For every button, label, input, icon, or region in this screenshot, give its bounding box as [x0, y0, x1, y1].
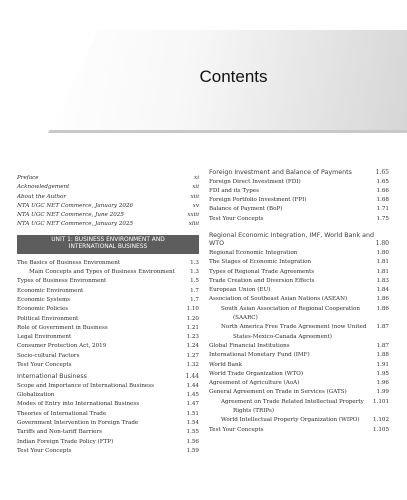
section-heading-international-business[interactable] [17, 373, 199, 382]
toc-entry[interactable] [209, 215, 389, 224]
toc-entry-page: xi [194, 175, 199, 181]
toc-entry-title: Types of Business Environment [17, 278, 107, 285]
toc-entry-title: Agreement of Agriculture (AoA) [209, 380, 300, 387]
toc-entry-title: Tariffs and Non-tariff Barriers [17, 429, 103, 436]
toc-entry-page: 1.68 [376, 197, 389, 204]
toc-entry[interactable] [209, 342, 389, 351]
toc-entry-title: Globalization [17, 392, 55, 399]
toc-entry[interactable] [17, 202, 199, 211]
toc-entry-page: 1.65 [376, 178, 389, 185]
toc-entry-page: 1.10 [186, 306, 199, 313]
toc-entry[interactable] [17, 287, 199, 296]
toc-entry[interactable] [17, 361, 199, 370]
toc-entry[interactable] [209, 379, 389, 388]
toc-entry-title: Socio-cultural Factors [17, 352, 80, 359]
toc-entry-page: 1.3 [190, 269, 199, 276]
toc-entry-title: Economic Environment [17, 287, 84, 294]
toc-entry[interactable] [17, 211, 199, 220]
toc-entry-title: Association of Southeast Asian Nations (ASEAN) [209, 296, 348, 303]
toc-entry-title: Agreement on Trade Related Intellectual Property Rights (TRIPs) [221, 398, 364, 415]
toc-entry-page: 1.66 [376, 187, 389, 194]
toc-entry[interactable] [209, 361, 389, 370]
toc-entry[interactable] [209, 305, 389, 324]
toc-entry-page: 1.83 [376, 277, 389, 284]
toc-entry[interactable] [17, 352, 199, 361]
section-page: 1.44 [185, 373, 199, 381]
toc-entry-title: Main Concepts and Types of Business Environment [29, 269, 175, 276]
toc-entry[interactable] [17, 342, 199, 351]
toc-entry[interactable] [17, 391, 199, 400]
toc-entry[interactable] [17, 438, 199, 447]
toc-entry-page: 1.84 [376, 287, 389, 294]
toc-entry[interactable] [209, 426, 389, 435]
toc-entry-page: 1.71 [376, 206, 389, 213]
toc-entry[interactable] [17, 296, 199, 305]
toc-entry-page: 1.23 [186, 334, 199, 341]
toc-entry-page: 1.20 [186, 315, 199, 322]
section-page: 1.80 [375, 240, 389, 248]
toc-entry-title: Role of Government in Business [17, 324, 108, 331]
toc-right-column [209, 169, 389, 435]
toc-entry-title: Economic Systems [17, 296, 71, 303]
page-title: Contents [199, 67, 268, 86]
toc-entry-page: 1.80 [376, 249, 389, 256]
toc-entry[interactable] [209, 277, 389, 286]
toc-entry[interactable] [17, 428, 199, 437]
toc-entry[interactable] [209, 351, 389, 360]
toc-entry-title: Trade Creation and Diversion Effects [209, 277, 315, 284]
toc-entry-title: NTA UGC NET Commerce, June 2025 [17, 212, 124, 219]
toc-entry-title: World Intellectual Property Organization (WIPO) [221, 417, 360, 424]
toc-entry-title: The Basics of Business Environment [17, 259, 121, 266]
toc-entry-page: 1.54 [186, 420, 199, 427]
toc-entry-page: 1.47 [186, 401, 199, 408]
toc-entry-page: 1.91 [376, 361, 389, 368]
toc-entry[interactable] [209, 388, 389, 397]
toc-entry-page: 1.75 [376, 215, 389, 222]
toc-entry[interactable] [17, 410, 199, 419]
toc-entry-title: General Agreement on Trade in Services (GATS) [209, 389, 347, 396]
toc-entry-page: 1.51 [186, 410, 199, 417]
section-heading-foreign-investment[interactable] [209, 169, 389, 178]
toc-entry-page: 1.101 [372, 398, 389, 405]
toc-entry[interactable] [209, 258, 389, 267]
toc-entry[interactable] [209, 205, 389, 214]
toc-entry-page: 1.7 [190, 296, 199, 303]
toc-entry-title: Test Your Concepts [209, 215, 264, 222]
unit-title-line1: UNIT 1: BUSINESS ENVIRONMENT AND [51, 236, 165, 243]
toc-entry-page: 1.86 [376, 296, 389, 303]
unit-banner [17, 235, 199, 254]
toc-entry-title: Preface [17, 175, 39, 181]
toc-entry-title: Test Your Concepts [209, 426, 264, 433]
toc-entry[interactable] [17, 174, 199, 183]
toc-entry-page: 1.88 [376, 352, 389, 359]
toc-entry[interactable] [17, 193, 199, 202]
toc-entry-page: 1.105 [372, 426, 389, 433]
toc-entry-title: FDI and its Types [209, 187, 259, 194]
toc-entry-page: xv [192, 202, 199, 209]
toc-entry[interactable] [17, 419, 199, 428]
toc-entry-title: Global Financial Institutions [209, 342, 290, 349]
toc-entry-title: Regional Economic Integration [209, 249, 298, 256]
toc-entry[interactable] [17, 259, 199, 268]
toc-entry-page: 1.56 [186, 438, 199, 445]
toc-entry-title: Foreign Portfolio Investment (FPI) [209, 197, 307, 204]
toc-entry-title: Types of Regional Trade Agreements [209, 268, 315, 275]
unit-title-line2: INTERNATIONAL BUSINESS [68, 244, 148, 251]
toc-entry-page: 1.55 [186, 429, 199, 436]
toc-entry-title: Consumer Protection Act, 2019 [17, 343, 107, 350]
section-title: Regional Economic Integration, IMF, World Bank and WTO [209, 231, 374, 248]
toc-entry[interactable] [17, 183, 199, 192]
toc-entry[interactable] [209, 370, 389, 379]
toc-entry-page: 1.7 [190, 287, 199, 294]
toc-entry-page: xiii [190, 193, 199, 200]
toc-entry-title: Foreign Direct Investment (FDI) [209, 178, 301, 185]
toc-entry-title: South Asian Association of Regional Cooperation (SAARC) [221, 305, 360, 322]
toc-entry-page: 1.99 [376, 389, 389, 396]
section-title: International Business [17, 373, 87, 381]
toc-entry[interactable] [209, 249, 389, 258]
toc-entry[interactable] [17, 333, 199, 342]
toc-entry[interactable] [209, 187, 389, 196]
toc-entry-page: 1.87 [376, 342, 389, 349]
toc-entry[interactable] [17, 400, 199, 409]
toc-entry-title: Modes of Entry into International Business [17, 401, 140, 408]
toc-entry[interactable] [209, 178, 389, 187]
toc-entry-title: NTA UGC NET Commerce, January 2026 [17, 202, 134, 209]
toc-entry[interactable] [17, 315, 199, 324]
toc-entry-page: 1.87 [376, 324, 389, 331]
toc-entry-page: 1.5 [190, 278, 199, 285]
toc-entry[interactable] [17, 268, 199, 277]
toc-entry-title: World Trade Organization (WTO) [209, 370, 304, 377]
toc-entry-title: The Stages of Economic Integration [209, 259, 312, 266]
toc-entry-page: 1.102 [372, 417, 389, 424]
toc-entry[interactable] [17, 277, 199, 286]
toc-entry[interactable] [17, 382, 199, 391]
toc-entry[interactable] [17, 220, 199, 229]
toc-entry-title: Indian Foreign Trade Policy (FTP) [17, 438, 114, 445]
section-heading-regional-integration[interactable] [209, 232, 389, 249]
toc-entry-title: European Union (EU) [209, 287, 271, 294]
toc-entry[interactable] [17, 324, 199, 333]
toc-entry[interactable] [209, 416, 389, 425]
toc-entry-title: Scope and Importance of International Business [17, 382, 154, 389]
toc-entry-title: About the Author [17, 193, 67, 200]
toc-entry-page: 1.81 [376, 268, 389, 275]
toc-entry-title: Test Your Concepts [17, 447, 72, 454]
toc-entry[interactable] [17, 447, 199, 456]
toc-entry-page: 1.81 [376, 259, 389, 266]
toc-entry-page: 1.59 [186, 447, 199, 454]
toc-entry-page: 1.21 [186, 324, 199, 331]
toc-entry-page: xliii [188, 221, 199, 228]
toc-entry-title: World Bank [209, 361, 242, 368]
toc-entry-page: 1.45 [186, 392, 199, 399]
toc-entry-page: 1.3 [190, 259, 199, 266]
toc-entry[interactable] [209, 196, 389, 205]
toc-entry-title: International Monetary Fund (IMF) [209, 352, 310, 359]
toc-entry-title: NTA UGC NET Commerce, January 2025 [17, 221, 134, 228]
toc-entry-title: Legal Environment [17, 334, 72, 341]
toc-entry[interactable] [209, 295, 389, 304]
toc-entry-title: Political Environment [17, 315, 79, 322]
toc-entry-title: Balance of Payment (BoP) [209, 206, 283, 213]
toc-entry-page: xxiii [187, 212, 199, 219]
toc-entry-title: Government Intervention in Foreign Trade [17, 420, 139, 427]
toc-entry-page: 1.86 [376, 305, 389, 312]
toc-entry-page: 1.27 [186, 352, 199, 359]
toc-entry-title: Test Your Concepts [17, 362, 72, 369]
toc-entry-page: xii [192, 184, 199, 191]
toc-entry[interactable] [209, 286, 389, 295]
toc-entry-page: 1.44 [186, 382, 199, 389]
toc-entry-page: 1.96 [376, 380, 389, 387]
section-page: 1.65 [375, 169, 389, 176]
toc-left-column [17, 174, 199, 456]
toc-entry-page: 1.32 [186, 362, 199, 369]
toc-entry-title: North America Free Trade Agreement (now United States-Mexico-Canada Agreement) [221, 324, 367, 340]
toc-entry-page: 1.95 [376, 370, 389, 377]
toc-entry-title: Theories of International Trade [17, 410, 107, 417]
toc-entry[interactable] [209, 323, 389, 342]
toc-entry-title: Economic Policies [17, 306, 69, 313]
toc-entry[interactable] [209, 398, 389, 417]
toc-entry[interactable] [17, 305, 199, 314]
section-title: Foreign Investment and Balance of Payments [209, 169, 352, 176]
toc-entry-page: 1.24 [186, 343, 199, 350]
toc-entry-title: Acknowledgement [17, 184, 70, 191]
toc-entry[interactable] [209, 268, 389, 277]
